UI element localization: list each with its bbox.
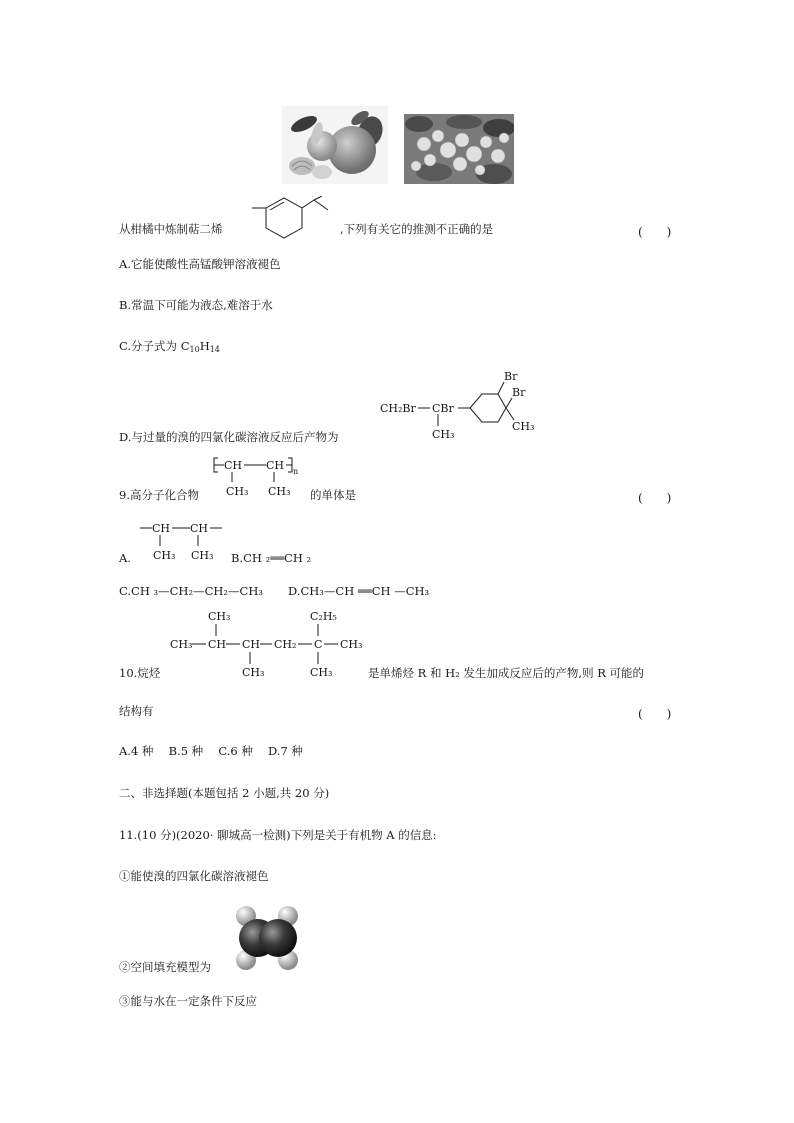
terpene-option-d: D.与过量的溴的四氯化碳溶液反应后产物为 <box>119 430 339 444</box>
q9-option-d: D.CH₃—CH ══CH —CH₃ <box>288 584 430 598</box>
space-filling-model <box>228 904 306 972</box>
q9-stem-prefix: 9.高分子化合物 <box>119 488 199 502</box>
formula-sub-14: 14 <box>209 345 220 354</box>
terpene-answer-paren: ( ) <box>638 225 672 239</box>
citrus-tree-photo <box>404 114 514 184</box>
q9-answer-paren: ( ) <box>638 491 672 505</box>
tetrabromide-product-structure <box>378 368 548 444</box>
label-c2h5: C₂H₅ <box>310 610 337 623</box>
q10-options: A.4 种 B.5 种 C.6 种 D.7 种 <box>119 744 303 758</box>
q9-option-b: B.CH ₂══CH ₂ <box>231 551 312 565</box>
q9-option-a-structure <box>138 518 228 566</box>
q9-stem-suffix: 的单体是 <box>310 488 356 502</box>
terpene-stem-prefix: 从柑橘中炼制萜二烯 <box>119 222 223 236</box>
label-n: n <box>293 467 299 476</box>
q10-stem-line2: 结构有 <box>119 704 154 718</box>
label-cbr: CBr <box>432 402 454 415</box>
q11-item-2: ②空间填充模型为 <box>119 960 211 974</box>
label-ch2br: CH₂Br <box>380 402 416 415</box>
q9-option-a-label: A. <box>119 551 131 565</box>
label-ch3-bot-1: CH₃ <box>242 666 265 679</box>
label-br1: Br <box>504 370 518 383</box>
label-ch-1: CH <box>208 638 227 651</box>
label-ch2: CH₂ <box>274 638 297 651</box>
q11-stem: 11.(10 分)(2020· 聊城高一检测)下列是关于有机物 A 的信息: <box>119 828 437 842</box>
terpene-option-b: B.常温下可能为液态,难溶于水 <box>119 298 273 312</box>
label-a-ch-1: CH <box>152 522 171 535</box>
label-a-ch3-b: CH₃ <box>191 549 214 562</box>
label-ch3-bot-2: CH₃ <box>310 666 333 679</box>
q10-stem-prefix: 10.烷烃 <box>119 666 161 680</box>
q9-option-c: C.CH ₃—CH₂—CH₂—CH₃ <box>119 584 263 598</box>
q10-answer-paren: ( ) <box>638 707 672 721</box>
label-a-ch-2: CH <box>190 522 209 535</box>
label-a-ch3-a: CH₃ <box>153 549 176 562</box>
formula-text: C.分子式为 C <box>119 339 190 353</box>
terpene-option-a: A.它能使酸性高锰酸钾溶液褪色 <box>119 257 281 271</box>
label-ch-2: CH <box>266 459 285 472</box>
citrus-fruit-photo <box>282 106 388 184</box>
q11-item-3: ③能与水在一定条件下反应 <box>119 994 257 1008</box>
label-ch-2: CH <box>242 638 261 651</box>
section-2-title: 二、非选择题(本题包括 2 小题,共 20 分) <box>119 786 330 800</box>
label-c: C <box>314 638 323 651</box>
terpene-option-c <box>119 341 220 354</box>
q10-stem-suffix: 是单烯烃 R 和 H₂ 发生加成反应后的产物,则 R 可能的 <box>368 666 645 680</box>
q11-item-1: ①能使溴的四氯化碳溶液褪色 <box>119 869 269 883</box>
limonene-structure <box>248 196 338 240</box>
terpene-stem-suffix: ,下列有关它的推测不正确的是 <box>340 222 494 236</box>
polymer-structure <box>212 452 312 502</box>
label-ch-1: CH <box>224 459 243 472</box>
label-ch3-down: CH₃ <box>432 428 455 441</box>
alkane-structure <box>168 606 368 682</box>
label-br2: Br <box>512 386 526 399</box>
label-ch3-a: CH₃ <box>226 485 249 498</box>
label-ch3-right: CH₃ <box>340 638 363 651</box>
label-ch3-top: CH₃ <box>208 610 231 623</box>
label-ch3-left: CH₃ <box>170 638 193 651</box>
formula-sub-10: 10 <box>189 345 200 354</box>
formula-h: H <box>199 339 210 353</box>
label-ch3-right: CH₃ <box>512 420 535 433</box>
label-ch3-b: CH₃ <box>268 485 291 498</box>
